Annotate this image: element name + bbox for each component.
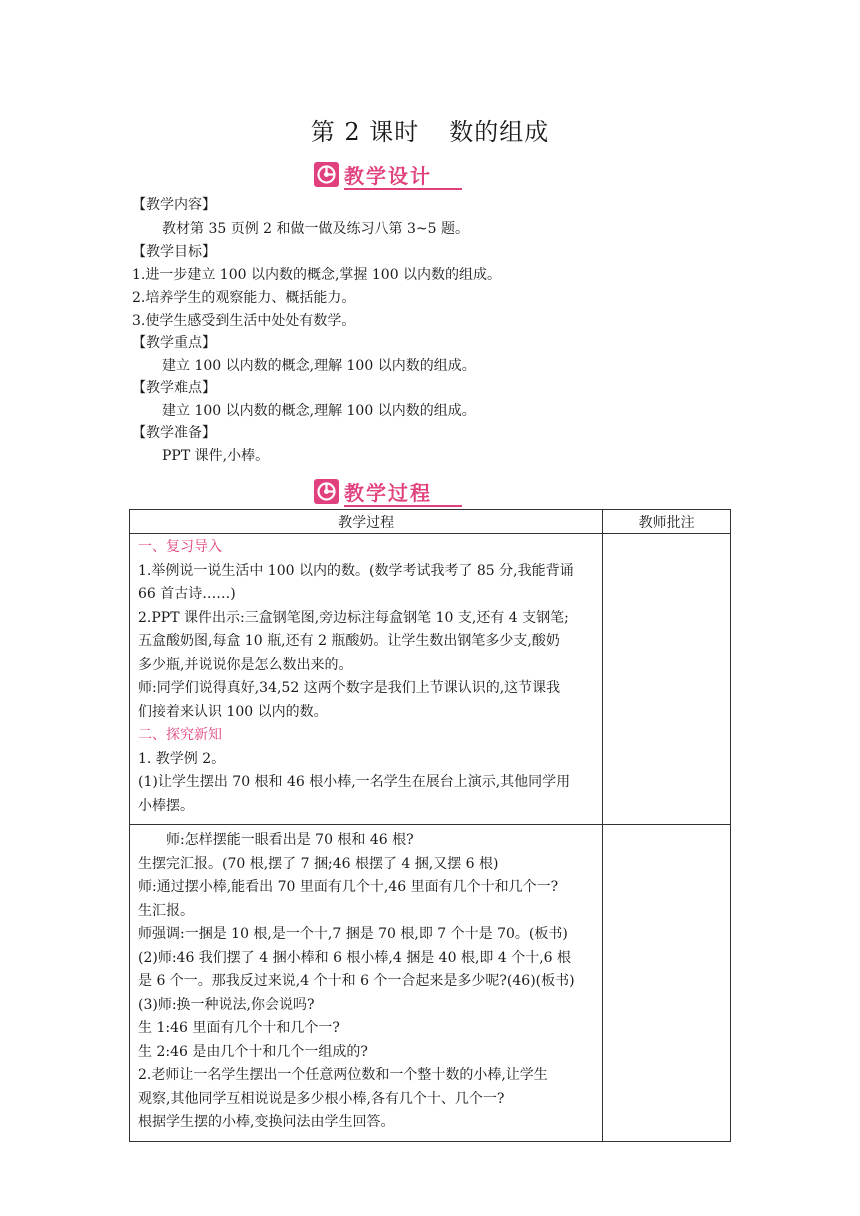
- paragraph-line: 们接着来认识 100 以内的数。: [138, 703, 328, 720]
- notes-cell: [603, 534, 731, 825]
- section-title: 教学设计: [344, 164, 432, 188]
- heading-content: 【教学内容】: [132, 197, 216, 213]
- paragraph-line: 生 2:46 是由几个十和几个一组成的?: [138, 1043, 368, 1060]
- paragraph-line: (2)师:46 我们摆了 4 捆小棒和 6 根小棒,4 捆是 40 根,即 4 个十,6 根: [138, 949, 572, 966]
- process-cell: [130, 534, 603, 825]
- text-prep: PPT 课件,小棒。: [162, 448, 270, 464]
- text-difficulty: 建立 100 以内数的概念,理解 100 以内数的组成。: [162, 403, 476, 419]
- paragraph-line: 2.PPT 课件出示:三盒钢笔图,旁边标注每盒钢笔 10 支,还有 4 支钢笔;: [138, 609, 569, 626]
- heading-prep: 【教学准备】: [132, 425, 216, 441]
- heading-difficulty: 【教学难点】: [132, 380, 216, 396]
- section-underline: [344, 188, 462, 190]
- table-row: [130, 534, 731, 825]
- page-title: [0, 112, 860, 147]
- paragraph-line: 师强调:一捆是 10 根,是一个十,7 捆是 70 根,即 7 个十是 70。(板书): [138, 926, 568, 942]
- paragraph-line: 2.老师让一名学生摆出一个任意两位数和一个整十数的小棒,让学生: [138, 1067, 548, 1083]
- table-header-row: [130, 510, 731, 534]
- column-header-process: 教学过程: [130, 510, 603, 534]
- column-header-notes: 教师批注: [603, 510, 731, 534]
- paragraph-line: 生摆完汇报。(70 根,摆了 7 捆;46 根摆了 4 捆,又摆 6 根): [138, 855, 499, 872]
- paragraph-line: 师:通过摆小棒,能看出 70 里面有几个十,46 里面有几个十和几个一?: [138, 879, 559, 895]
- text-content: 教材第 35 页例 2 和做一做及练习八第 3~5 题。: [162, 221, 469, 237]
- goal-item: 1.进一步建立 100 以内数的概念,掌握 100 以内数的组成。: [132, 267, 502, 283]
- paragraph-line: 小棒摆。: [138, 797, 194, 814]
- heading-key: 【教学重点】: [132, 335, 216, 351]
- goal-item: 3.使学生感受到生活中处处有数学。: [132, 313, 356, 329]
- heading-goals: 【教学目标】: [132, 244, 216, 260]
- paragraph-line: 观察,其他同学互相说说是多少根小棒,各有几个十、几个一?: [138, 1090, 505, 1107]
- section-underline: [344, 505, 462, 507]
- process-table: [129, 509, 731, 1142]
- paragraph-line: (3)师:换一种说法,你会说吗?: [138, 996, 315, 1013]
- subheading: 一、复习导入: [138, 539, 222, 555]
- section-title: 教学过程: [344, 481, 432, 505]
- paragraph-line: 1. 教学例 2。: [138, 750, 226, 767]
- paragraph-line: 根据学生摆的小棒,变换问法由学生回答。: [138, 1114, 395, 1130]
- paragraph-line: 五盒酸奶图,每盒 10 瓶,还有 2 瓶酸奶。让学生数出钢笔多少支,酸奶: [138, 633, 560, 649]
- notes-cell: [603, 825, 731, 1142]
- table-row: [130, 825, 731, 1142]
- lesson-number: 第 2 课时: [310, 118, 420, 146]
- paragraph-line: 多少瓶,并说说你是怎么数出来的。: [138, 656, 353, 673]
- subheading: 二、探究新知: [138, 727, 222, 743]
- paragraph-line: 生汇报。: [138, 902, 194, 919]
- process-cell: [130, 825, 603, 1142]
- paragraph-line: 生 1:46 里面有几个十和几个一?: [138, 1020, 340, 1036]
- section-header-process: [314, 478, 448, 504]
- paragraph-line: 是 6 个一。那我反过来说,4 个十和 6 个一合起来是多少呢?(46)(板书): [138, 973, 575, 989]
- pinwheel-icon: [314, 162, 339, 187]
- section-header-design: [314, 161, 448, 187]
- paragraph-line: 66 首古诗……): [138, 586, 236, 602]
- goal-item: 2.培养学生的观察能力、概括能力。: [132, 290, 356, 306]
- paragraph-line: 师:怎样摆能一眼看出是 70 根和 46 根?: [166, 832, 414, 848]
- lesson-topic: 数的组成: [449, 118, 550, 146]
- pinwheel-icon: [314, 479, 339, 504]
- paragraph-line: 师:同学们说得真好,34,52 这两个数字是我们上节课认识的,这节课我: [138, 680, 561, 696]
- text-key: 建立 100 以内数的概念,理解 100 以内数的组成。: [162, 358, 476, 374]
- paragraph-line: (1)让学生摆出 70 根和 46 根小棒,一名学生在展台上演示,其他同学用: [138, 774, 571, 790]
- paragraph-line: 1.举例说一说生活中 100 以内的数。(数学考试我考了 85 分,我能背诵: [138, 562, 574, 579]
